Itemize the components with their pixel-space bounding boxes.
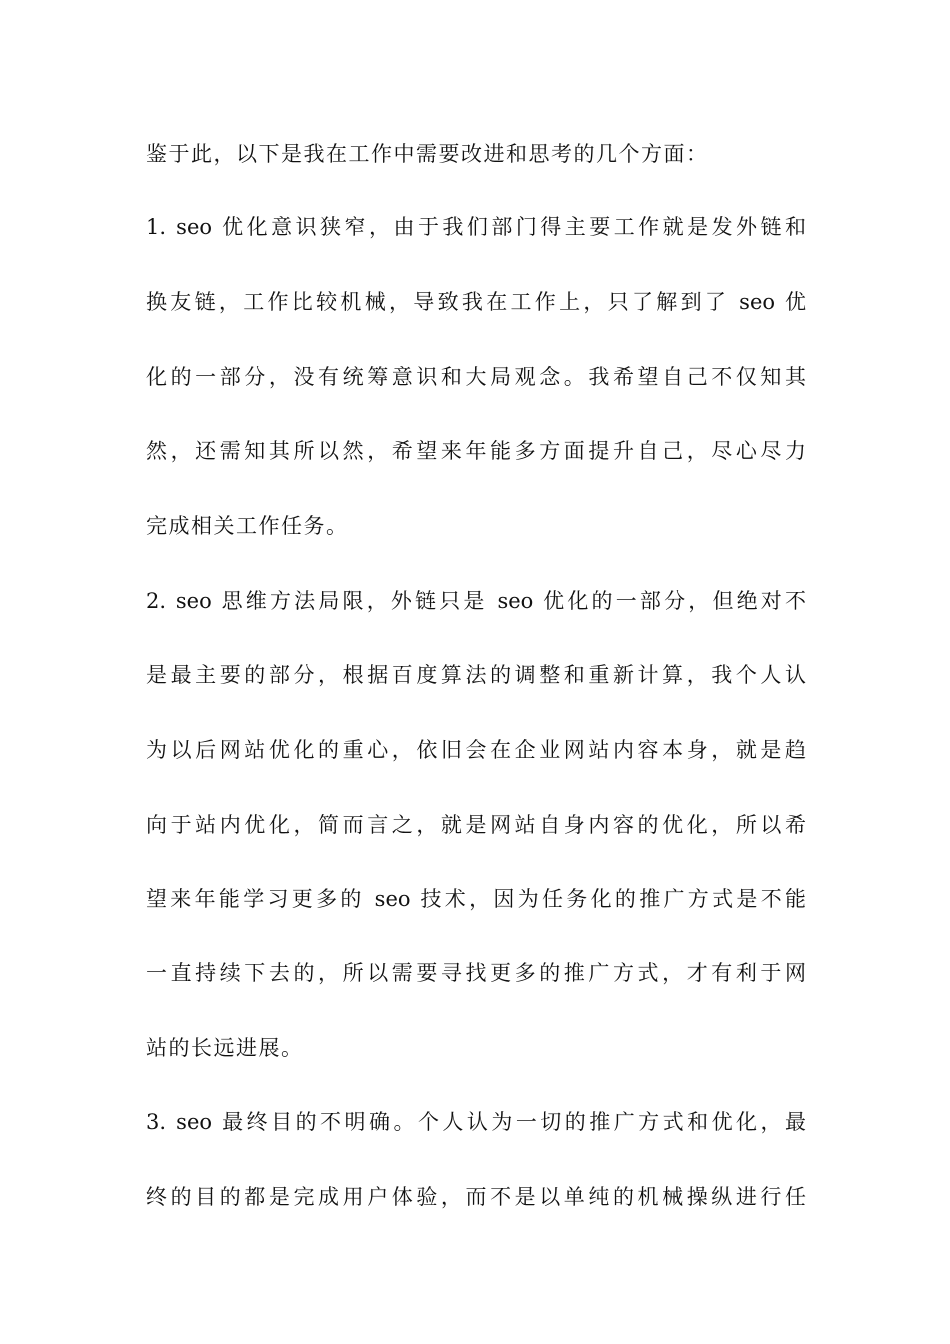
text-line-10: 向于站内优化，简而言之，就是网站自身内容的优化，所以希 xyxy=(146,813,806,837)
text-line-9: 为以后网站优化的重心，依旧会在企业网站内容本身，就是趋 xyxy=(146,738,806,762)
text-line-5: 然，还需知其所以然，希望来年能多方面提升自己，尽心尽力 xyxy=(146,439,806,463)
text-line-6: 完成相关工作任务。 xyxy=(146,514,349,538)
text-line-13: 站的长远进展。 xyxy=(146,1036,304,1060)
text-line-3: 换友链，工作比较机械，导致我在工作上，只了解到了 seo 优 xyxy=(146,290,806,314)
text-line-1: 鉴于此，以下是我在工作中需要改进和思考的几个方面： xyxy=(146,142,709,166)
text-line-11: 望来年能学习更多的 seo 技术，因为任务化的推广方式是不能 xyxy=(146,887,806,911)
text-line-4: 化的一部分，没有统筹意识和大局观念。我希望自己不仅知其 xyxy=(146,365,806,389)
text-line-8: 是最主要的部分，根据百度算法的调整和重新计算，我个人认 xyxy=(146,663,806,687)
text-line-12: 一直持续下去的，所以需要寻找更多的推广方式，才有利于网 xyxy=(146,961,806,985)
text-line-15: 终的目的都是完成用户体验，而不是以单纯的机械操纵进行任 xyxy=(146,1185,806,1209)
text-line-7: 2. seo 思维方法局限，外链只是 seo 优化的一部分，但绝对不 xyxy=(146,589,806,613)
text-line-2: 1. seo 优化意识狭窄，由于我们部门得主要工作就是发外链和 xyxy=(146,215,806,239)
text-line-14: 3. seo 最终目的不明确。个人认为一切的推广方式和优化，最 xyxy=(146,1110,806,1134)
